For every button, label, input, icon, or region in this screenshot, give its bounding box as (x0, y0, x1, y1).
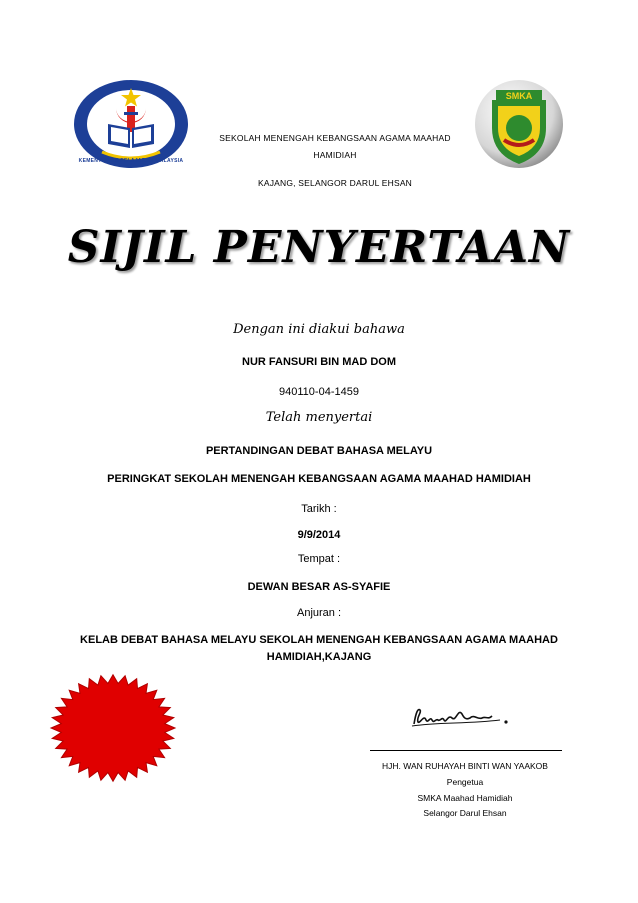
seal (48, 672, 178, 784)
date-label: Tarikh : (301, 503, 337, 515)
event-level: PERINGKAT SEKOLAH MENENGAH KEBANGSAAN AGAMA MAAHAD HAMIDIAH (107, 473, 531, 485)
ic-number: 940110-04-1459 (279, 386, 359, 398)
school-location: KAJANG, SELANGOR DARUL EHSAN (257, 178, 413, 188)
organizer-line2: HAMIDIAH,KAJANG (266, 651, 372, 663)
school-crest-text: SMKA (505, 91, 533, 101)
participant-name: NUR FANSURI BIN MAD DOM (242, 356, 396, 368)
signatory-position: Pengetua (446, 777, 484, 787)
certify-text: Dengan ini diakui bahawa (233, 322, 405, 337)
certificate-title: SIJIL PENYERTAAN (67, 222, 571, 273)
venue-label: Tempat : (297, 553, 341, 565)
school-name-line2: HAMIDIAH (313, 150, 357, 160)
ministry-logo (72, 78, 190, 170)
signature-image (408, 700, 518, 732)
organizer-label: Anjuran : (296, 607, 342, 619)
red-starburst-seal-icon (48, 672, 178, 784)
handwritten-signature-icon (408, 700, 518, 732)
signature-line (370, 750, 562, 751)
school-name-line1: SEKOLAH MENENGAH KEBANGSAAN AGAMA MAAHAD (219, 133, 451, 143)
signatory-school: SMKA Maahad Hamidiah (417, 793, 513, 803)
signatory-name: HJH. WAN RUHAYAH BINTI WAN YAAKOB (382, 761, 548, 771)
venue-value: DEWAN BESAR AS-SYAFIE (247, 581, 391, 593)
ministry-logo-text: KEMENTERIAN PELAJARAN MALAYSIA (78, 158, 184, 164)
participated-text: Telah menyertai (265, 410, 373, 425)
organizer-line1: KELAB DEBAT BAHASA MELAYU SEKOLAH MENENGAH KEBANGSAAN AGAMA MAAHAD (80, 634, 558, 646)
signatory-state: Selangor Darul Ehsan (423, 808, 507, 818)
school-crest-logo (474, 78, 564, 170)
date-value: 9/9/2014 (297, 529, 341, 541)
ministry-emblem-icon (72, 78, 190, 170)
event-name: PERTANDINGAN DEBAT BAHASA MELAYU (205, 445, 433, 457)
